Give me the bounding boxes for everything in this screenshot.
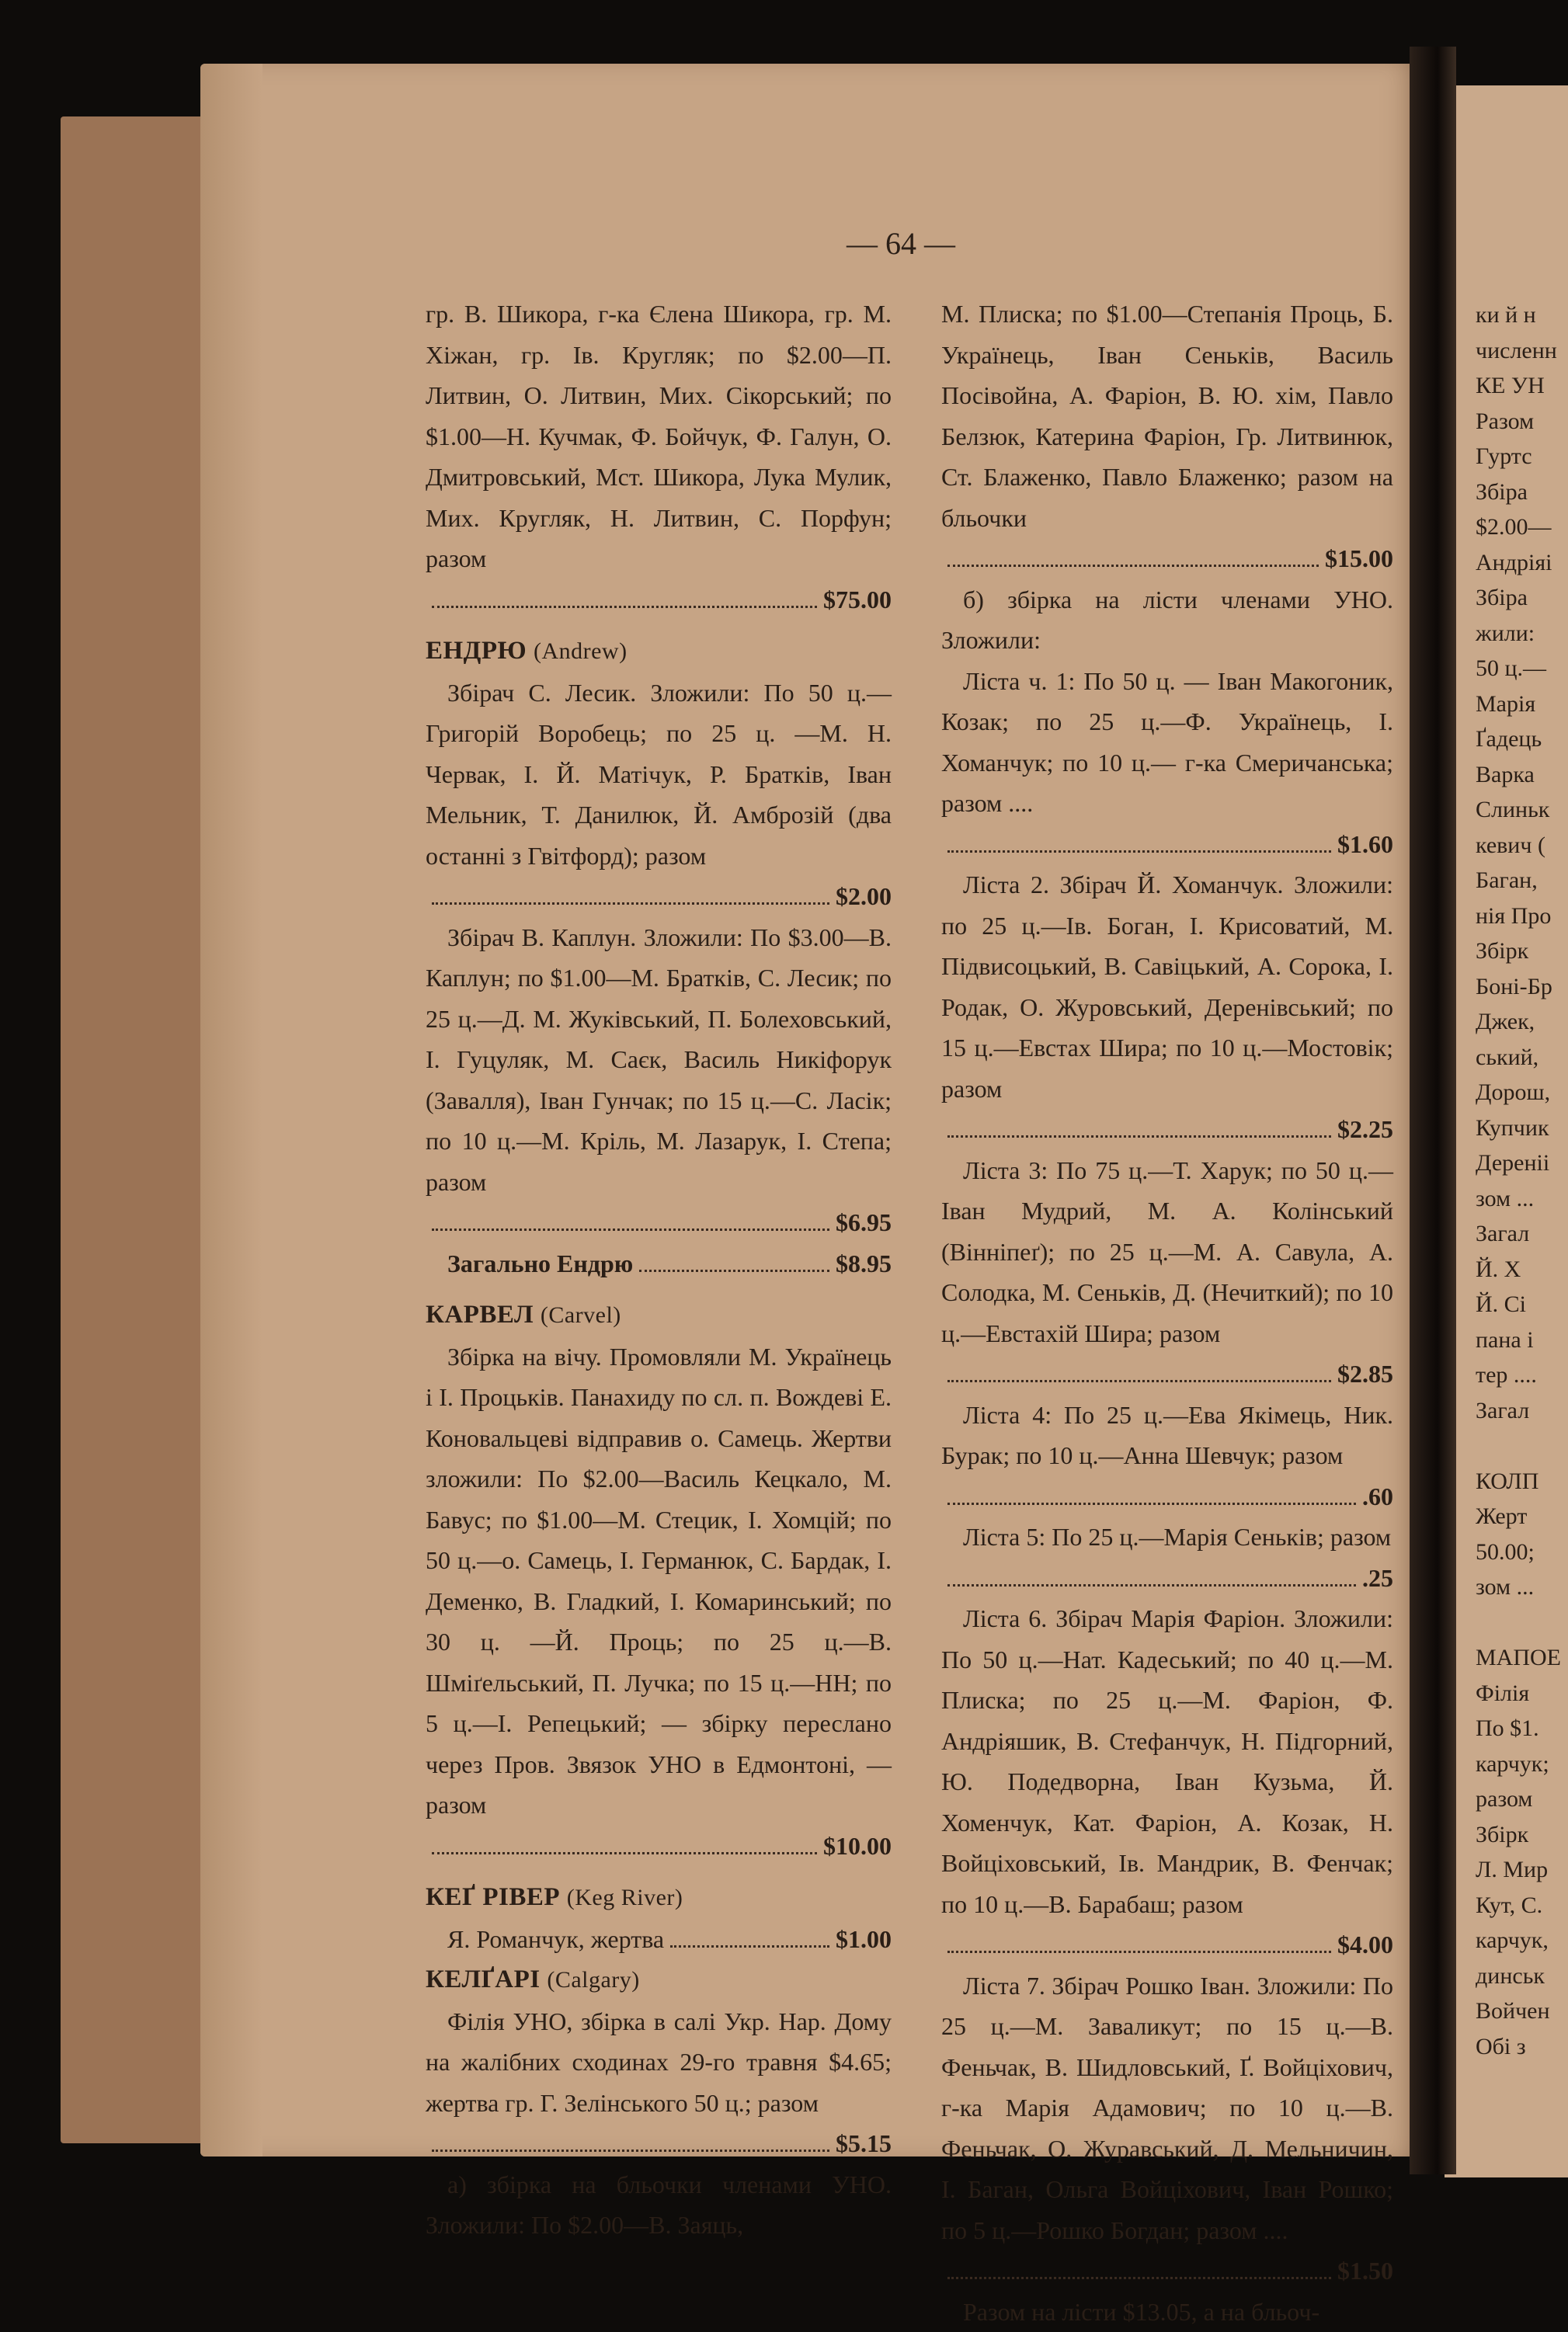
paragraph-text: Збірач В. Каплун. Зложили: По $3.00—В. Каплун; по $1.00—М. Братків, С. Лесик; по 25 ц.—Д. М. Жуківський, П. Болеховський, І. Гуцуляк, М. Саєк, Василь Никіфорук (Завалля), Іван Гунчак; по 15 ц.—С. Ласік; по 10 ц.—М. Кріль, М. Лазарук, І. Степа; разом: [426, 917, 892, 1203]
amount: $1.50: [1337, 2250, 1393, 2292]
heading-text: КЕҐ РІВЕР: [426, 1883, 560, 1911]
next-page-line: Жерт: [1476, 1496, 1527, 1538]
next-page-line: КЕ УН: [1476, 366, 1545, 407]
sum-line: [426, 876, 892, 917]
next-page-line: Загал: [1476, 1214, 1529, 1255]
paragraph-text: Збірач С. Лесик. Зложили: По 50 ц.—Григорій Воробець; по 25 ц. —М. Н. Червак, І. Й. Матічук, Р. Братків, Іван Мельник, Т. Данилюк, Й. Амброзій (два останні з Гвітфорд); разом: [426, 672, 892, 877]
next-page-line: Купчик: [1476, 1108, 1549, 1149]
dot-leader: [947, 850, 1331, 853]
next-page-line: нія Про: [1476, 896, 1551, 937]
next-page-line: зом ...: [1476, 1567, 1534, 1608]
amount: $2.25: [1337, 1109, 1393, 1150]
sum-line: [941, 1354, 1393, 1395]
amount: $5.15: [836, 2123, 892, 2164]
amount: $6.95: [836, 1202, 892, 1243]
dot-leader: [432, 2149, 829, 2152]
heading-latin: (Carvel): [541, 1302, 621, 1328]
dot-leader: [432, 1228, 829, 1231]
paragraph-text: гр. В. Шикора, г-ка Єлена Шикора, гр. М. Хіжан, гр. Ів. Кругляк; по $2.00—П. Литвин, О. Литвин, Мих. Сікорський; по $1.00—Н. Кучмак, Ф. Бойчук, Ф. Галун, О. Дмитровський, Мст. Шикора, Лука Мулик, Мих. Кругляк, Н. Литвин, С. Порфун; разом: [426, 294, 892, 579]
next-page-line: Дорош,: [1476, 1072, 1550, 1114]
paragraph-text: Разом на лісти $13.05, а на бльоч-: [941, 2292, 1393, 2332]
amount: .25: [1362, 1558, 1393, 1599]
next-page-line: Андріяі: [1476, 543, 1552, 584]
paragraph-text: Ліста 3: По 75 ц.—Т. Харук; по 50 ц.—Іван Мудрий, М. А. Колінський (Вінніпеґ); по 25 ц.—М. А. Савула, А. Солодка, М. Сеньків, Д. (Нечиткий); по 10 ц.—Евстахій Шира; разом: [941, 1150, 1393, 1354]
sum-line: [426, 579, 892, 620]
next-page-line: 50 ц.—: [1476, 648, 1546, 690]
next-page-line: карчук,: [1476, 1920, 1549, 1962]
sum-line: [941, 1558, 1393, 1599]
heading-text: ЕНДРЮ: [426, 637, 527, 665]
next-page-line: Збіра: [1476, 578, 1528, 619]
next-page-line: Й. Х: [1476, 1249, 1521, 1291]
next-page-line: Войчен: [1476, 1991, 1550, 2032]
page-edge: [200, 64, 262, 2156]
total-label: Загально Ендрю: [447, 1243, 633, 1284]
next-page-line: ки й н: [1476, 295, 1536, 336]
next-page-line: Й. Сі: [1476, 1284, 1526, 1326]
sum-line: [941, 824, 1393, 865]
amount: .60: [1362, 1476, 1393, 1517]
next-page-line: Слиньк: [1476, 790, 1549, 831]
next-page-line: пана і: [1476, 1320, 1534, 1361]
next-page-line: Джек,: [1476, 1002, 1535, 1043]
next-page-line: Обі з: [1476, 2027, 1526, 2068]
amount: $10.00: [823, 1826, 892, 1867]
amount: $1.00: [836, 1919, 892, 1960]
dot-leader: [432, 1851, 817, 1854]
page-number: — 64 —: [815, 225, 986, 262]
sum-line: [426, 1826, 892, 1867]
next-page-line: Збірк: [1476, 1815, 1528, 1856]
sum-line: [426, 2123, 892, 2164]
amount: $75.00: [823, 579, 892, 620]
next-page-line: Збірк: [1476, 931, 1528, 972]
paragraph-text: Збірка на вічу. Промовляли М. Українець і І. Процьків. Панахиду по сл. п. Вождеві Е. Коновальцеві відправив о. Самець. Жертви зложили: По $2.00—Василь Кецкало, М. Бавус; по $1.00—М. Стецик, І. Хомцій; по 50 ц.—о. Самець, І. Германюк, С. Бардак, І. Деменко, В. Гладкий, І. Комаринський; по 30 ц. —Й. Проць; по 25 ц.—В. Шміґельський, П. Лучка; по 15 ц.—НН; по 5 ц.—І. Репецький; — збірку переслано через Пров. Звязок УНО в Едмонтоні, — разом: [426, 1336, 892, 1826]
heading-text: КЕЛҐАРІ: [426, 1965, 541, 1993]
section-heading-keg-river: [426, 1877, 892, 1919]
section-heading-andrew: [426, 631, 892, 672]
dot-leader: [947, 1950, 1331, 1953]
heading-text: КАРВЕЛ: [426, 1301, 534, 1329]
amount: $2.85: [1337, 1354, 1393, 1395]
paragraph-text: Ліста 4: По 25 ц.—Ева Якімець, Ник. Бурак; по 10 ц.—Анна Шевчук; разом: [941, 1395, 1393, 1476]
next-page-line: По $1.: [1476, 1708, 1539, 1750]
paragraph-text: Ліста 2. Збірач Й. Хоманчук. Зложили: по 25 ц.—Ів. Боган, І. Крисоватий, М. Підвисоцький, В. Савіцький, А. Сорока, І. Родак, О. Журовський, Деренівський; по 15 ц.—Евстах Шира; по 10 ц.—Мостовік; разом: [941, 864, 1393, 1109]
sum-line: [941, 1109, 1393, 1150]
next-page-line: 50.00;: [1476, 1532, 1535, 1573]
paragraph-text: Ліста 7. Збірач Рошко Іван. Зложили: По 25 ц.—М. Заваликут; по 15 ц.—В. Феньчак, В. Шидловський, Ґ. Войціхович, г-ка Марія Адамович; по 10 ц.—В. Феньчак, О. Журавський, Д. Мельничин, І. Баган, Ольга Войціхович, Іван Рошко; по 5 ц.—Рошко Богдан; разом ....: [941, 1965, 1393, 2251]
next-page-line: Л. Мир: [1476, 1850, 1548, 1891]
amount: $2.00: [836, 876, 892, 917]
next-page-line: Філія: [1476, 1673, 1529, 1715]
dot-leader: [947, 1502, 1356, 1505]
dot-leader: [947, 1135, 1331, 1138]
next-page-line: Гуртс: [1476, 436, 1532, 478]
next-page-line: Загал: [1476, 1391, 1529, 1432]
paragraph-text: Філія УНО, збірка в салі Укр. Нар. Дому на жалібних сходинах 29-го травня $4.65; жертва гр. Г. Зелінського 50 ц.; разом: [426, 2001, 892, 2124]
amount: $15.00: [1325, 538, 1393, 579]
entry-paragraph: [426, 294, 892, 579]
dot-leader: [947, 1379, 1331, 1382]
dot-leader: [639, 1269, 829, 1272]
heading-latin: (Keg River): [567, 1885, 683, 1910]
paragraph-text: Я. Романчук, жертва: [447, 1919, 664, 1960]
next-page-line: карчук;: [1476, 1744, 1549, 1785]
next-page-line: Марія: [1476, 684, 1535, 725]
dot-leader: [432, 902, 829, 905]
sum-line: [426, 1919, 892, 1960]
sum-line: [941, 2250, 1393, 2292]
next-page-line: Ґадець: [1476, 719, 1542, 760]
sum-line: [426, 1202, 892, 1243]
next-page-line: разом: [1476, 1779, 1532, 1820]
next-page-line: Боні-Бр: [1476, 967, 1552, 1008]
paragraph-text: Ліста ч. 1: По 50 ц. — Іван Макогоник, Козак; по 25 ц.—Ф. Українець, І. Хоманчук; по 10 ц.— г-ка Смеричанська; разом ....: [941, 661, 1393, 824]
next-page-line: Збіра: [1476, 472, 1528, 513]
sum-line: [941, 1476, 1393, 1517]
heading-latin: (Andrew): [534, 638, 628, 664]
paragraph-text: Ліста 5: По 25 ц.—Марія Сеньків; разом: [941, 1517, 1393, 1558]
dot-leader: [947, 564, 1319, 567]
next-page-line: Варка: [1476, 755, 1535, 796]
next-page-line: КОЛП: [1476, 1461, 1538, 1503]
next-page-line: тер ....: [1476, 1355, 1537, 1396]
dot-leader: [432, 605, 817, 608]
next-page-line: ський,: [1476, 1037, 1538, 1079]
paragraph-text: а) збірка на бльочки членами УНО. Зложили: По $2.00—В. Заяць,: [426, 2164, 892, 2246]
next-page-line: динськ: [1476, 1956, 1545, 1997]
next-page-line: кевич (: [1476, 825, 1545, 867]
section-heading-calgary: [426, 1959, 892, 2001]
amount: $4.00: [1337, 1924, 1393, 1965]
paragraph-text: Ліста 6. Збірач Марія Фаріон. Зложили: По 50 ц.—Нат. Кадеський; по 40 ц.—М. Плиска; по 25 ц.—М. Фаріон, Ф. Андріяшик, В. Стефанчук, Н. Підгорний, Ю. Подедворна, Іван Кузьма, Й. Хоменчук, Кат. Фаріон, А. Козак, Н. Войціховський, Ів. Мандрик, В. Фенчак; по 10 ц.—В. Барабаш; разом: [941, 1598, 1393, 1924]
sum-line: [941, 538, 1393, 579]
total-line: [426, 1243, 892, 1284]
column-right: [941, 294, 1393, 2332]
dot-leader: [947, 1583, 1356, 1587]
heading-latin: (Calgary): [547, 1967, 639, 1993]
column-left: [426, 294, 892, 2246]
next-page-line: Баган,: [1476, 860, 1538, 902]
sum-line: [941, 1924, 1393, 1965]
dot-leader: [670, 1944, 829, 1948]
next-page-line: Разом: [1476, 401, 1534, 443]
next-page-line: жили:: [1476, 613, 1535, 655]
paragraph-text: б) збірка на лісти членами УНО. Зложили:: [941, 579, 1393, 661]
section-heading-carvel: [426, 1295, 892, 1336]
next-page-line: МАПОЕ: [1476, 1638, 1561, 1679]
next-page-line: численн: [1476, 331, 1557, 372]
next-page-line: Дереніі: [1476, 1143, 1549, 1184]
next-page-line: зом ...: [1476, 1179, 1534, 1220]
amount: $8.95: [836, 1243, 892, 1284]
next-page-line: $2.00—: [1476, 507, 1552, 548]
dot-leader: [947, 2276, 1331, 2279]
paragraph-text: М. Плиска; по $1.00—Степанія Проць, Б. Українець, Іван Сеньків, Василь Посівойна, А. Фаріон, В. Ю. хім, Павло Белзюк, Катерина Фаріон, Гр. Литвинюк, Ст. Блаженко, Павло Блаженко; разом на бльочки: [941, 294, 1393, 538]
book-gutter: [1410, 47, 1456, 2174]
amount: $1.60: [1337, 824, 1393, 865]
next-page-line: Кут, С.: [1476, 1885, 1542, 1927]
